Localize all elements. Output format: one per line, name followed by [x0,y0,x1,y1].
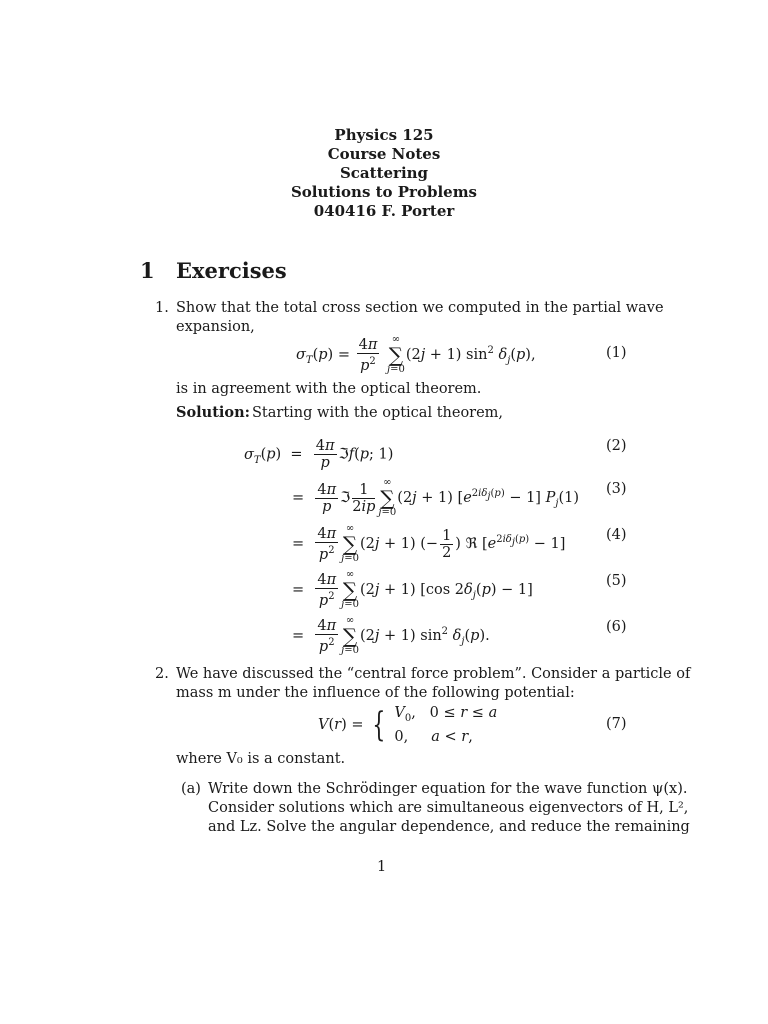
equation-1: $\sigma_T(p)$ = $\frac{4\pi}{p^2}$ ∞ ∑ j=0(2j + 1) $\sin^2 \delta_j(p)$, [296,334,536,375]
part-a-line-1: Write down the Schrödinger equation for the wave function ψ(x). [208,781,688,797]
part-a-label: (a) [181,781,201,797]
header-line-1: Physics 125 [334,126,434,144]
header-line-2: Course Notes [327,145,441,163]
page-number: 1 [377,859,387,875]
problem2-label: 2. [155,666,169,682]
equation-5: = $\frac{4\pi}{p^2}$ ∞ ∑ j=0(2j + 1) [cos $2\delta_j(p) - 1$] [292,569,533,610]
part-a-line-2: Consider solutions which are simultaneous eigenvectors of H, L², [208,800,689,816]
problem2-after-eq: where V₀ is a constant. [176,751,346,767]
equation-4: = $\frac{4\pi}{p^2}$ ∞ ∑ j=0(2j + 1) (− $\frac{1}{2}$ ) ℜ $[e^{2i\delta_j(p)} - 1]$ [292,523,566,564]
problem1-text-b: expansion, [176,319,255,335]
equation-6: = $\frac{4\pi}{p^2}$ ∞ ∑ j=0(2j + 1) $\sin^2 \delta_j(p)$. [292,615,490,656]
problem1-after-eq: is in agreement with the optical theorem. [176,381,482,397]
problem2-text-a: We have discussed the “central force problem”. Consider a particle of [176,666,691,682]
problem1-label: 1. [155,300,169,316]
eq-number-5: (5) [606,573,627,589]
header-line-5: 040416 F. Porter [313,202,455,220]
section-title: Exercises [176,258,287,283]
equation-7: V(r) = { $V_0$, 0 ≤ r ≤ a 0, a < r, [318,704,498,745]
part-a-line-3: and Lz. Solve the angular dependence, and reduce the remaining [208,819,690,835]
solution-label: Solution: [176,404,250,421]
eq-number-3: (3) [606,481,627,497]
problem2-text-b: mass m under the influence of the following potential: [176,685,575,701]
eq-number-2: (2) [606,438,627,454]
solution-text: Starting with the optical theorem, [252,405,504,421]
problem1-text-a: Show that the total cross section we computed in the partial wave [176,300,664,316]
equation-2: $\sigma_T(p)$ = $\frac{4\pi}{p}$ ℑf(p; 1) [244,438,394,471]
eq-number-4: (4) [606,527,627,543]
header-line-4: Solutions to Problems [290,183,478,201]
equation-3: = $\frac{4\pi}{p}$ ℑ $\frac{1}{2ip}$ ∞ ∑ j=0(2j + 1) $[e^{2i\delta_j(p)} - 1]$ $P_j(1)$ [292,477,579,518]
eq-number-1: (1) [606,345,627,361]
eq-number-7: (7) [606,716,627,732]
header-line-3: Scattering [339,164,429,182]
section-number: 1 [140,258,155,283]
eq-number-6: (6) [606,619,627,635]
